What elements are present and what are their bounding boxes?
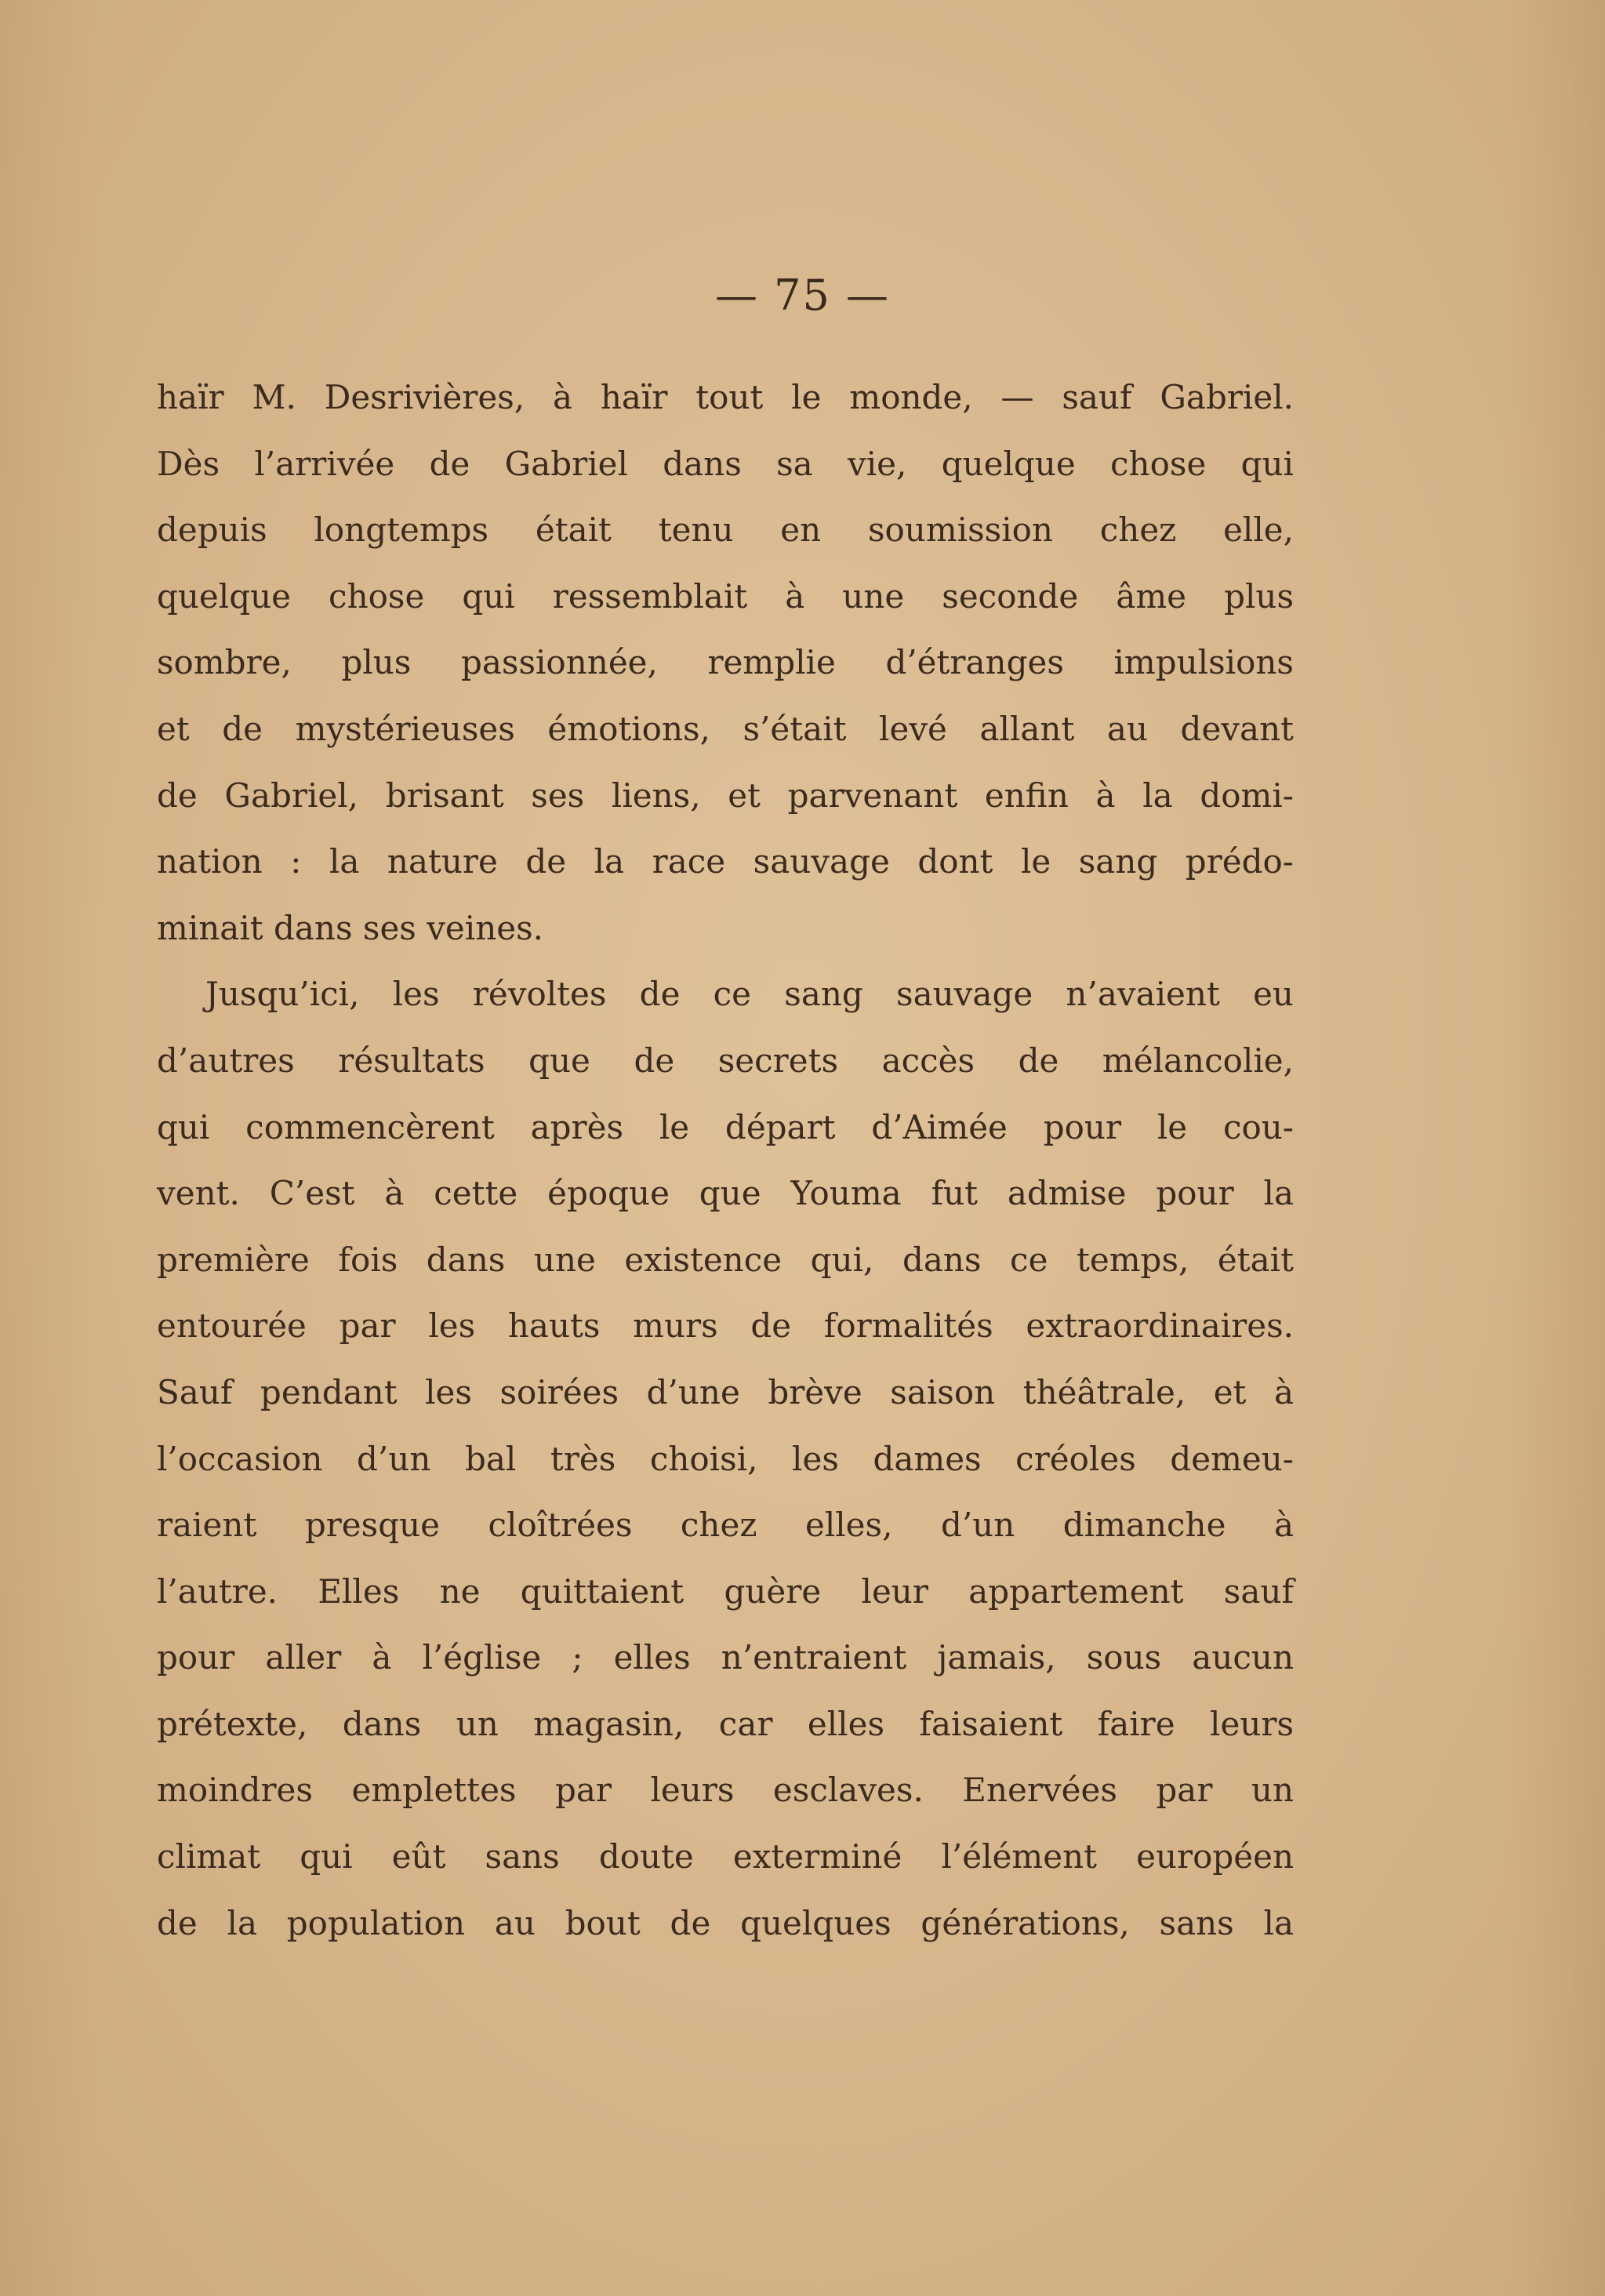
text-line-16: Sauf pendant les soirées d’une brève saison théâtrale, et à — [157, 1372, 1294, 1411]
text-line-8: nation : la nature de la race sauvage dont le sang prédo- — [157, 842, 1294, 881]
text-line-18: raient presque cloîtrées chez elles, d’un dimanche à — [157, 1506, 1294, 1545]
text-line-17: l’occasion d’un bal très choisi, les dames créoles demeu- — [157, 1439, 1294, 1478]
text-line-12: qui commencèrent après le départ d’Aimée pour le cou- — [157, 1107, 1294, 1146]
text-line-23: climat qui eût sans doute exterminé l’élément européen — [157, 1837, 1294, 1876]
text-line-3: depuis longtemps était tenu en soumission chez elle, — [157, 510, 1294, 550]
text-line-1: haïr M. Desrivières, à haïr tout le monde, — sauf Gabriel. — [157, 378, 1294, 416]
text-line-19: l’autre. Elles ne quittaient guère leur appartement sauf — [157, 1571, 1294, 1611]
text-line-7: de Gabriel, brisant ses liens, et parvenant enfin à la domi- — [157, 776, 1294, 815]
text-line-4: quelque chose qui ressemblait à une seconde âme plus — [157, 576, 1294, 616]
page-number: — 75 — — [714, 271, 891, 320]
text-line-15: entourée par les hauts murs de formalités extraordinaires. — [157, 1306, 1294, 1346]
text-line-24: de la population au bout de quelques générations, sans la — [157, 1903, 1294, 1942]
text-line-9: minait dans ses veines. — [157, 908, 544, 947]
text-line-5: sombre, plus passionnée, remplie d’étranges impulsions — [157, 643, 1294, 682]
body-text — [157, 365, 1294, 1956]
text-line-22: moindres emplettes par leurs esclaves. Enervées par un — [157, 1771, 1294, 1810]
text-line-21: prétexte, dans un magasin, car elles faisaient faire leurs — [157, 1704, 1294, 1743]
text-line-14: première fois dans une existence qui, dans ce temps, était — [157, 1240, 1294, 1279]
text-line-20: pour aller à l’église ; elles n’entraient jamais, sous aucun — [157, 1638, 1294, 1677]
text-line-13: vent. C’est à cette époque que Youma fut admise pour la — [157, 1174, 1294, 1213]
text-line-2: Dès l’arrivée de Gabriel dans sa vie, quelque chose qui — [157, 444, 1294, 483]
text-line-10: Jusqu’ici, les révoltes de ce sang sauvage n’avaient eu — [205, 975, 1294, 1014]
text-line-6: et de mystérieuses émotions, s’était levé allant au devant — [157, 709, 1294, 748]
text-line-11: d’autres résultats que de secrets accès de mélancolie, — [157, 1041, 1294, 1080]
